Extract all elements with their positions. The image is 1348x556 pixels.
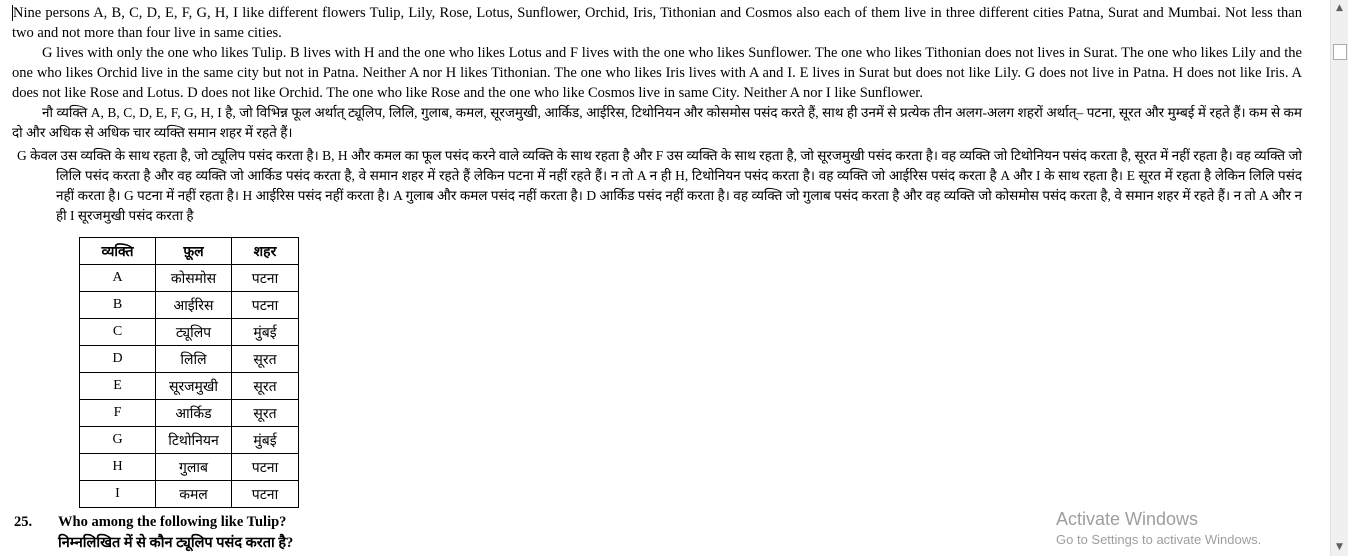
cell-flower: गुलाब (156, 454, 232, 481)
cell-flower: सूरजमुखी (156, 373, 232, 400)
cell-flower: कमल (156, 481, 232, 508)
cell-city: पटना (232, 265, 299, 292)
table-row (80, 346, 299, 373)
cell-city: मुंबई (232, 427, 299, 454)
cell-person: E (80, 373, 156, 400)
paragraph-hindi-conditions: G केवल उस व्यक्ति के साथ रहता है, जो ट्यूलिप पसंद करता है। B, H और कमल का फूल पसंद करने वाले व्यक्ति के साथ रहता है और F उस व्यक्ति के साथ रहता है, जो सूरजमुखी पसंद करता है। वह व्यक्ति जो टिथोनियन पसंद करता है, सूरत में नहीं रहता है। वह व्यक्ति जो लिलि पसंद करता है और वह व्यक्ति जो आर्किड पसंद करता है, वे समान शहर में रहते हैं लेकिन पटना में नहीं रहते हैं। न तो A न ही H, टिथोनियन पसंद करता है। वह व्यक्ति जो आईरिस पसंद करता है A और I के साथ रहता है। E सूरत में रहता है लेकिन लिलि पसंद नहीं करता है। G पटना में नहीं रहता है। H आईरिस पसंद नहीं करता है। A गुलाब और कमल पसंद नहीं करता है। D आर्किड पसंद नहीं करता है। वह व्यक्ति जो गुलाब पसंद करता है और वह व्यक्ति जो कोसमोस पसंद करता है, वे समान शहर में रहते हैं। न तो A और न ही I सूरजमुखी पसंद करता है (17, 148, 1302, 223)
table-row (80, 265, 299, 292)
cell-person: G (80, 427, 156, 454)
document-body[interactable] (12, 0, 1302, 226)
cell-city: पटना (232, 454, 299, 481)
table-row (80, 454, 299, 481)
cell-flower: ट्यूलिप (156, 319, 232, 346)
cell-city: सूरत (232, 346, 299, 373)
vertical-scrollbar[interactable] (1330, 0, 1348, 556)
cell-flower: कोसमोस (156, 265, 232, 292)
cell-person: F (80, 400, 156, 427)
cell-city: मुंबई (232, 319, 299, 346)
question-english: Who among the following like Tulip? (58, 514, 287, 530)
cell-person: A (80, 265, 156, 292)
table-row (80, 319, 299, 346)
cell-flower: आईरिस (156, 292, 232, 319)
cell-flower: लिलि (156, 346, 232, 373)
cell-city: पटना (232, 481, 299, 508)
header-flower: फ़ूल (156, 238, 232, 265)
table-header-row (80, 238, 299, 265)
activate-windows-watermark (1056, 508, 1261, 550)
header-city: शहर (232, 238, 299, 265)
cell-city: सूरत (232, 373, 299, 400)
watermark-title: Activate Windows (1056, 509, 1199, 529)
question-hindi: निम्नलिखित में से कौन ट्यूलिप पसंद करता है? (58, 535, 294, 551)
cell-person: B (80, 292, 156, 319)
table-row (80, 373, 299, 400)
arrow-up-icon[interactable]: ▲ (1336, 3, 1343, 13)
cell-person: D (80, 346, 156, 373)
question-block (14, 512, 293, 554)
arrow-down-icon[interactable]: ▼ (1336, 542, 1343, 552)
watermark-subtitle: Go to Settings to activate Windows. (1056, 532, 1262, 547)
cell-flower: आर्किड (156, 400, 232, 427)
paragraph-english-conditions: G lives with only the one who likes Tulip. B lives with H and the one who likes Lotus and F lives with the one who likes Sunflower. The one who likes Tithonian does not lives in Surat. The one who likes Lily and the one who likes Orchid live in the same city but not in Patna. Neither A nor H likes Tithonian. The one who likes Iris lives with A and I. E lives in Surat but does not like Lily. G does not live in Patna. H does not like Iris. A does not like Rose and Lotus. D does not like Orchid. The one who like Rose and the one who like Cosmos live in same City. Neither A nor I like Sunflower. (12, 45, 1302, 101)
table-row (80, 292, 299, 319)
cell-city: पटना (232, 292, 299, 319)
cell-person: C (80, 319, 156, 346)
table-row (80, 400, 299, 427)
cell-person: I (80, 481, 156, 508)
solution-table (79, 237, 299, 508)
table-row (80, 427, 299, 454)
cell-city: सूरत (232, 400, 299, 427)
table-row (80, 481, 299, 508)
scrollbar-thumb[interactable] (1333, 44, 1347, 60)
header-person: व्यक्ति (80, 238, 156, 265)
paragraph-hindi-intro: नौ व्यक्ति A, B, C, D, E, F, G, H, I है, जो विभिन्न फूल अर्थात् ट्यूलिप, लिलि, गुलाब, कमल, सूरजमुखी, आर्किड, आईरिस, टिथोनियन और कोसमोस पसंद करते हैं, साथ ही उनमें से प्रत्येक तीन अलग-अलग शहरों अर्थात्– पटना, सूरत और मुम्बई में रहते हैं। कम से कम दो और अधिक से अधिक चार व्यक्ति समान शहर में रहते हैं। (12, 105, 1302, 140)
paragraph-english-intro: Nine persons A, B, C, D, E, F, G, H, I like different flowers Tulip, Lily, Rose, Lotus, Sunflower, Orchid, Iris, Tithonian and Cosmos also each of them live in three different cities Patna, Surat and Mumbai. Not less than two and not more than four live in same cities. (12, 5, 1302, 41)
cell-person: H (80, 454, 156, 481)
question-number: 25. (14, 514, 33, 530)
cell-flower: टिथोनियन (156, 427, 232, 454)
